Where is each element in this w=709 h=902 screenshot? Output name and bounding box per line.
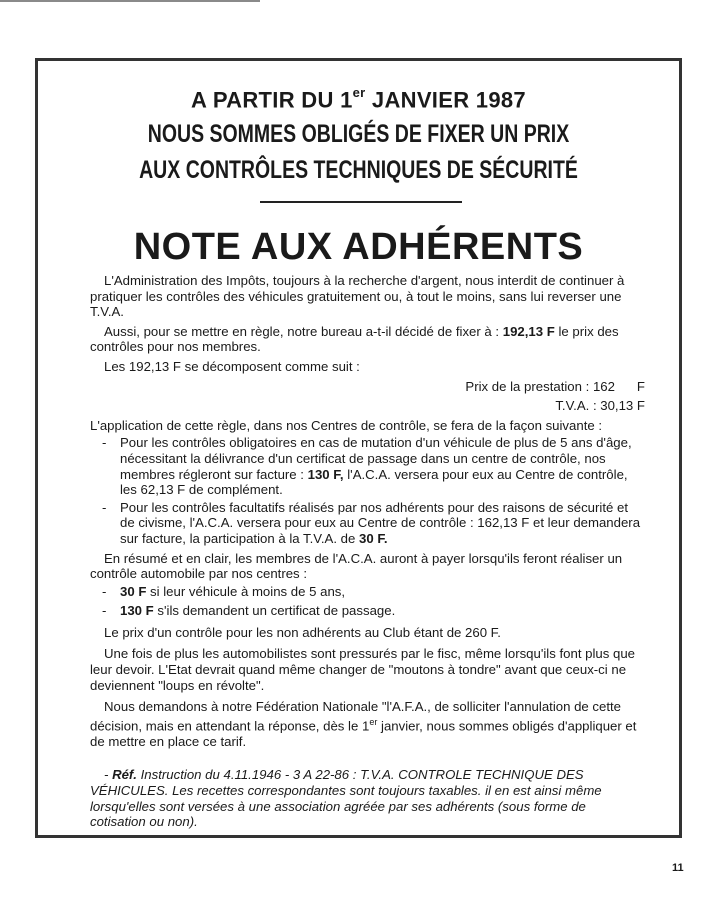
header-line-3: AUX CONTRÔLES TECHNIQUES DE SÉCURITÉ [139, 156, 578, 184]
paragraph-1: L'Administration des Impôts, toujours à la recherche d'argent, nous interdit de continuer à pratiquer les contrôles des véhicules gratuitement ou, à tout le moins, sans lui reverser une T.V.A. [90, 273, 625, 320]
list-item: - 30 F si leur véhicule à moins de 5 ans, [102, 583, 346, 599]
header-line-2: NOUS SOMMES OBLIGÉS DE FIXER UN PRIX [147, 120, 570, 148]
top-edge-line [0, 0, 260, 2]
paragraph-2: Aussi, pour se mettre en règle, notre bureau a-t-il décidé de fixer à : 192,13 F le prix des contrôles pour nos membres. [90, 323, 619, 355]
notice-title: NOTE AUX ADHÉRENTS [133, 226, 584, 268]
paragraph-6: Le prix d'un contrôle pour les non adhérents au Club étant de 260 F. [104, 624, 501, 640]
list-item: - Pour les contrôles facultatifs réalisés par nos adhérents pour des raisons de sécurité et de civisme, l'A.C.A. versera pour eux au Centre de contrôle : 162,13 F et leur demandera sur facture, la participation à la T.V.A. de 30 F. [102, 499, 641, 546]
paragraph-5: En résumé et en clair, les membres de l'A.C.A. auront à payer lorsqu'ils feront réaliser un contrôle automobile par nos centres : [90, 550, 623, 582]
paragraph-4: L'application de cette règle, dans nos Centres de contrôle, se fera de la façon suivante : [90, 417, 603, 433]
page-number: 11 [672, 862, 684, 874]
list-item: - 130 F s'ils demandent un certificat de passage. [102, 603, 396, 619]
application-list [90, 435, 645, 546]
header-divider [260, 201, 462, 203]
paragraph-3: Les 192,13 F se décomposent comme suit : [104, 358, 360, 374]
list-item: - Pour les contrôles obligatoires en cas de mutation d'un véhicule de plus de 5 ans d'âge, nécessitant la délivrance d'un certificat de passage dans un centre de contrôle, nos membres régleront sur facture : 130 F, l'A.C.A. versera pour eux au Centre de contrôle, les 62,13 F de complément. [102, 435, 632, 498]
paragraph-8: Nous demandons à notre Fédération Nationale "l'A.F.A., de solliciter l'annulation de cette décision, mais en attendant la réponse, dès le 1er janvier, nous sommes obligés d'appliquer et de mettre en place ce tarif. [90, 699, 637, 749]
price-line-2: T.V.A. : 30,13 F [555, 398, 645, 414]
summary-list [90, 584, 645, 619]
header-date-line: A PARTIR DU 1er JANVIER 1987 [191, 85, 526, 113]
notice-body [90, 273, 645, 830]
notice-frame [35, 58, 682, 838]
paragraph-7: Une fois de plus les automobilistes sont pressurés par le fisc, même lorsqu'ils font plus que leur devoir. L'Etat devrait quand même changer de "moutons à tondre" avant que ceux-ci ne deviennent "loups en révolte". [90, 646, 636, 693]
price-line-1: Prix de la prestation : 162 F [465, 378, 645, 394]
reference-note: - Réf. Instruction du 4.11.1946 - 3 A 22-86 : T.V.A. CONTROLE TECHNIQUE DES VÉHICULES. Les recettes correspondantes sont toujours taxables. il en est ainsi même lorsqu'elles sont versées à une association agréée par ses adhérents (sous forme de cotisation ou non). [90, 767, 602, 830]
